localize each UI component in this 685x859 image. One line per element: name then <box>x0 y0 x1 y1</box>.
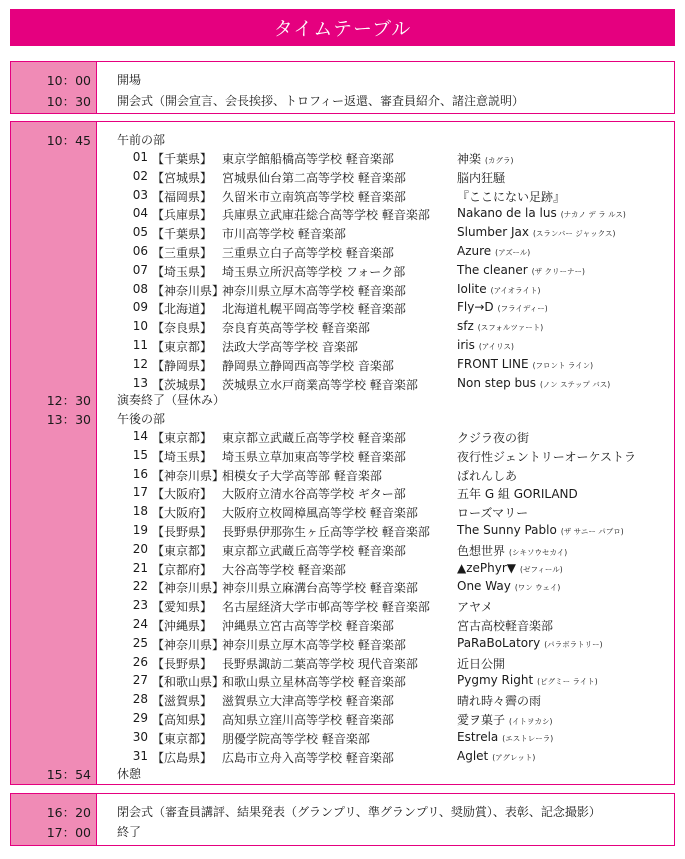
band-name <box>457 711 552 728</box>
prefecture: 【京都府】 <box>152 562 213 577</box>
school-name: 静岡県立静岡西高等学校 音楽部 <box>222 358 394 373</box>
entry-number: 16 <box>132 466 148 481</box>
opening-section <box>10 61 675 114</box>
entry-number: 29 <box>132 711 148 725</box>
band-title: ローズマリー <box>457 506 529 521</box>
schedule-item: 開場 <box>117 73 142 87</box>
band-name <box>457 300 548 314</box>
band-title: 夜行性ジェントリーオーケストラ <box>457 449 637 464</box>
band-title: ぱれんしあ <box>457 468 518 483</box>
school-name: 神奈川県立厚木高等学校 軽音楽部 <box>222 637 406 652</box>
performance-row <box>11 263 674 282</box>
performance-row <box>11 338 674 357</box>
school-name: 大阪府立枚岡樟風高等学校 軽音楽部 <box>222 506 418 521</box>
band-title: Iolite <box>457 281 487 296</box>
prefecture: 【東京都】 <box>152 731 213 746</box>
band-name <box>457 244 530 258</box>
band-reading: (エストレーラ) <box>502 733 554 743</box>
prefecture: 【東京都】 <box>152 431 213 445</box>
performance-row <box>11 282 674 301</box>
performance-row <box>11 673 674 692</box>
band-name <box>457 150 513 167</box>
performance-row <box>11 300 674 319</box>
band-name <box>457 579 560 593</box>
time-label: 10：00 <box>46 73 91 88</box>
band-title: クジラ夜の街 <box>457 431 530 445</box>
prefecture: 【高知県】 <box>152 713 213 727</box>
band-title: Fly→D <box>457 300 494 315</box>
band-name <box>457 617 557 634</box>
band-name <box>457 376 610 390</box>
prefecture: 【千葉県】 <box>152 227 213 242</box>
performance-row <box>11 749 674 768</box>
entry-number: 02 <box>132 168 148 183</box>
section-label-afternoon: 午後の部 <box>117 412 166 426</box>
band-reading: (ゼフィール) <box>520 564 563 574</box>
band-reading: (ザ クリーナー) <box>531 266 585 276</box>
entry-number: 05 <box>132 225 148 240</box>
prefecture: 【千葉県】 <box>152 152 213 166</box>
time-label: 13：30 <box>46 412 91 427</box>
entry-number: 03 <box>132 187 148 202</box>
performance-row <box>11 730 674 749</box>
entry-number: 09 <box>132 300 148 315</box>
entry-number: 28 <box>132 692 148 707</box>
time-label: 12：30 <box>46 393 91 408</box>
band-name <box>457 730 553 744</box>
time-label: 15：54 <box>46 767 91 782</box>
band-name <box>457 169 509 186</box>
entry-number: 01 <box>132 150 148 164</box>
school-name: 名古屋経済大学市邨高等学校 軽音楽部 <box>222 600 430 615</box>
entry-number: 19 <box>132 523 148 537</box>
schedule-item: 開会式（開会宣言、会長挨拶、トロフィー返還、審査員紹介、諸注意説明） <box>117 94 525 108</box>
entry-number: 22 <box>132 579 148 594</box>
band-title: 近日公開 <box>457 656 506 671</box>
entry-number: 08 <box>132 281 148 296</box>
school-name: 久留米市立南筑高等学校 軽音楽部 <box>222 189 406 204</box>
band-reading: (フロント ライン) <box>532 360 594 370</box>
time-label: 10：30 <box>46 94 91 109</box>
band-title: 五年 G 組 GORILAND <box>457 487 578 502</box>
prefecture: 【茨城県】 <box>152 377 213 392</box>
prefecture: 【和歌山県】 <box>152 675 225 690</box>
performance-row <box>11 692 674 711</box>
band-reading: (アイオライト) <box>490 285 541 295</box>
performance-row <box>11 244 674 263</box>
prefecture: 【東京都】 <box>152 543 213 558</box>
school-name: 宮城県仙台第二高等学校 軽音楽部 <box>222 170 406 185</box>
band-title: Azure <box>457 244 492 258</box>
band-reading: (アグレット) <box>492 752 536 762</box>
band-title: Slumber Jax <box>457 225 529 240</box>
band-title: Pygmy Right <box>457 673 534 688</box>
band-reading: (アズール) <box>495 248 531 257</box>
performance-row <box>11 561 674 580</box>
prefecture: 【長野県】 <box>152 656 213 671</box>
entry-number: 10 <box>132 319 148 334</box>
entry-number: 24 <box>132 617 148 631</box>
section-label-morning: 午前の部 <box>117 133 166 147</box>
prefecture: 【神奈川県】 <box>152 283 225 298</box>
band-reading: (スランバー ジャックス) <box>533 229 616 239</box>
entry-number: 31 <box>132 748 148 763</box>
performance-row <box>11 169 674 188</box>
prefecture: 【神奈川県】 <box>152 468 225 483</box>
entry-number: 06 <box>132 244 148 258</box>
school-name: 長野県伊那弥生ヶ丘高等学校 軽音楽部 <box>222 525 430 539</box>
school-name: 法政大学高等学校 音楽部 <box>222 340 358 354</box>
band-title: アヤメ <box>457 600 493 615</box>
prefecture: 【長野県】 <box>152 525 213 539</box>
performance-row <box>11 711 674 730</box>
prefecture: 【神奈川県】 <box>152 637 225 652</box>
prefecture: 【埼玉県】 <box>152 449 213 464</box>
band-name <box>457 504 532 521</box>
performance-section <box>10 121 675 785</box>
band-title: 神楽 <box>457 152 482 166</box>
band-name <box>457 225 616 239</box>
band-name <box>457 206 626 220</box>
school-name: 大谷高等学校 軽音楽部 <box>222 562 346 577</box>
performance-row <box>11 579 674 598</box>
prefecture: 【大阪府】 <box>152 506 213 521</box>
band-title: ▲zePhyr▼ <box>457 560 517 575</box>
prefecture: 【埼玉県】 <box>152 264 213 279</box>
band-title: Aglet <box>457 748 489 763</box>
band-name <box>457 749 535 763</box>
band-title: 『ここにない足跡』 <box>457 189 566 204</box>
entry-number: 14 <box>132 429 148 443</box>
entry-number: 07 <box>132 262 148 277</box>
school-name: 兵庫県立武庫荘総合高等学校 軽音楽部 <box>222 208 430 223</box>
performance-row <box>11 617 674 636</box>
entry-number: 21 <box>132 560 148 575</box>
prefecture: 【奈良県】 <box>152 321 213 336</box>
performance-row <box>11 188 674 207</box>
band-name <box>457 319 543 333</box>
performance-row <box>11 542 674 561</box>
school-name: 神奈川県立厚木高等学校 軽音楽部 <box>222 283 406 298</box>
school-name: 広島市立舟入高等学校 軽音楽部 <box>222 750 394 765</box>
school-name: 東京都立武蔵丘高等学校 軽音楽部 <box>222 543 406 558</box>
band-reading: (カグラ) <box>485 156 514 165</box>
performance-row <box>11 357 674 376</box>
schedule-item: 演奏終了（昼休み） <box>117 393 226 407</box>
prefecture: 【広島県】 <box>152 750 213 765</box>
band-name <box>457 485 582 502</box>
entry-number: 30 <box>132 729 148 744</box>
school-name: 神奈川県立麻溝台高等学校 軽音楽部 <box>222 581 418 596</box>
band-title: FRONT LINE <box>457 356 529 371</box>
school-name: 東京学館船橋高等学校 軽音楽部 <box>222 152 394 166</box>
performance-row <box>11 467 674 486</box>
band-name <box>457 188 569 205</box>
band-title: 晴れ時々霽の雨 <box>457 694 542 709</box>
school-name: 茨城県立水戸商業高等学校 軽音楽部 <box>222 377 418 392</box>
prefecture: 【兵庫県】 <box>152 208 213 223</box>
band-reading: (ピグミー ライト) <box>537 677 598 687</box>
school-name: 沖縄県立宮古高等学校 軽音楽部 <box>222 619 394 633</box>
school-name: 奈良育英高等学校 軽音楽部 <box>222 321 370 336</box>
band-reading: (スフォルツァート) <box>477 323 544 333</box>
performance-row <box>11 485 674 504</box>
entry-number: 12 <box>132 356 148 371</box>
entry-number: 26 <box>132 654 148 669</box>
band-title: Estrela <box>457 729 499 744</box>
band-title: The Sunny Pablo <box>457 523 557 537</box>
band-reading: (ワン ウェイ) <box>514 583 561 593</box>
band-title: Non step bus <box>457 375 536 390</box>
performance-row <box>11 598 674 617</box>
prefecture: 【宮城県】 <box>152 170 213 185</box>
closing-section <box>10 793 675 846</box>
band-reading: (シキソウセカイ) <box>509 547 568 557</box>
performance-row <box>11 523 674 542</box>
prefecture: 【福岡県】 <box>152 189 213 204</box>
band-name <box>457 598 497 615</box>
performance-row <box>11 448 674 467</box>
band-title: 色想世界 <box>457 543 506 558</box>
band-name <box>457 448 640 465</box>
entry-number: 27 <box>132 673 148 688</box>
band-name <box>457 692 545 709</box>
time-label: 17：00 <box>46 825 91 840</box>
band-name <box>457 561 563 575</box>
schedule-item: 休憩 <box>117 767 142 781</box>
band-name <box>457 636 603 650</box>
school-name: 滋賀県立大津高等学校 軽音楽部 <box>222 694 394 709</box>
band-title: 宮古高校軽音楽部 <box>457 619 554 633</box>
time-label: 10：45 <box>46 133 91 148</box>
band-reading: (アイリス) <box>478 342 514 351</box>
school-name: 市川高等学校 軽音楽部 <box>222 227 346 242</box>
band-name <box>457 655 509 672</box>
performance-row <box>11 319 674 338</box>
prefecture: 【三重県】 <box>152 246 213 260</box>
band-name <box>457 467 521 484</box>
band-reading: (ザ サニー パブロ) <box>560 527 624 536</box>
band-name <box>457 357 593 371</box>
prefecture: 【神奈川県】 <box>152 581 225 596</box>
band-title: 愛ヲ菓子 <box>457 713 506 727</box>
entry-number: 25 <box>132 635 148 650</box>
band-name <box>457 338 514 352</box>
band-title: The cleaner <box>457 262 528 277</box>
band-name <box>457 542 567 559</box>
prefecture: 【静岡県】 <box>152 358 213 373</box>
prefecture: 【東京都】 <box>152 340 213 354</box>
performance-row <box>11 504 674 523</box>
band-title: PaRaBoLatory <box>457 635 541 650</box>
school-name: 大阪府立清水谷高等学校 ギター部 <box>222 487 406 502</box>
performance-row <box>11 636 674 655</box>
school-name: 三重県立白子高等学校 軽音楽部 <box>222 246 394 260</box>
entry-number: 15 <box>132 447 148 462</box>
time-label: 16：20 <box>46 805 91 820</box>
performance-row <box>11 429 674 448</box>
school-name: 東京都立武蔵丘高等学校 軽音楽部 <box>222 431 406 445</box>
performance-row <box>11 206 674 225</box>
school-name: 相模女子大学高等部 軽音楽部 <box>222 468 382 483</box>
entry-number: 13 <box>132 375 148 390</box>
band-title: 脳内狂騒 <box>457 170 506 185</box>
band-name <box>457 282 540 296</box>
schedule-item: 閉会式（審査員講評、結果発表（グランプリ、準グランプリ、奨励賞）、表彰、記念撮影） <box>117 805 601 819</box>
band-name <box>457 263 585 277</box>
school-name: 埼玉県立草加東高等学校 軽音楽部 <box>222 449 406 464</box>
performance-row <box>11 225 674 244</box>
school-name: 和歌山県立星林高等学校 軽音楽部 <box>222 675 406 690</box>
school-name: 埼玉県立所沢高等学校 フォーク部 <box>222 264 406 279</box>
band-name <box>457 673 598 687</box>
band-name <box>457 429 533 446</box>
prefecture: 【大阪府】 <box>152 487 213 502</box>
band-title: One Way <box>457 579 511 594</box>
prefecture: 【愛知県】 <box>152 600 213 615</box>
school-name: 朋優学院高等学校 軽音楽部 <box>222 731 370 746</box>
entry-number: 23 <box>132 598 148 613</box>
band-title: iris <box>457 338 475 352</box>
band-title: sfz <box>457 319 474 334</box>
band-reading: (ナカノ デ ラ ルス) <box>560 210 626 220</box>
band-reading: (イトヲカシ) <box>509 717 553 726</box>
entry-number: 20 <box>132 541 148 556</box>
prefecture: 【北海道】 <box>152 302 213 317</box>
performance-row <box>11 655 674 674</box>
entry-number: 18 <box>132 504 148 519</box>
entry-number: 17 <box>132 485 148 500</box>
prefecture: 【滋賀県】 <box>152 694 213 709</box>
band-title: Nakano de la lus <box>457 206 557 221</box>
performance-row <box>11 376 674 395</box>
page-title: タイムテーブル <box>10 9 675 46</box>
school-name: 高知県立窪川高等学校 軽音楽部 <box>222 713 394 727</box>
band-reading: (フライディー) <box>497 304 548 314</box>
band-reading: (パラボラトリー) <box>544 639 603 649</box>
school-name: 北海道札幌平岡高等学校 軽音楽部 <box>222 302 406 317</box>
schedule-item: 終了 <box>117 825 142 839</box>
performance-row <box>11 150 674 169</box>
band-name <box>457 523 624 537</box>
entry-number: 04 <box>132 206 148 221</box>
school-name: 長野県諏訪二葉高等学校 現代音楽部 <box>222 656 418 671</box>
band-reading: (ノン ステップ バス) <box>539 379 611 389</box>
prefecture: 【沖縄県】 <box>152 619 213 633</box>
entry-number: 11 <box>132 338 148 352</box>
